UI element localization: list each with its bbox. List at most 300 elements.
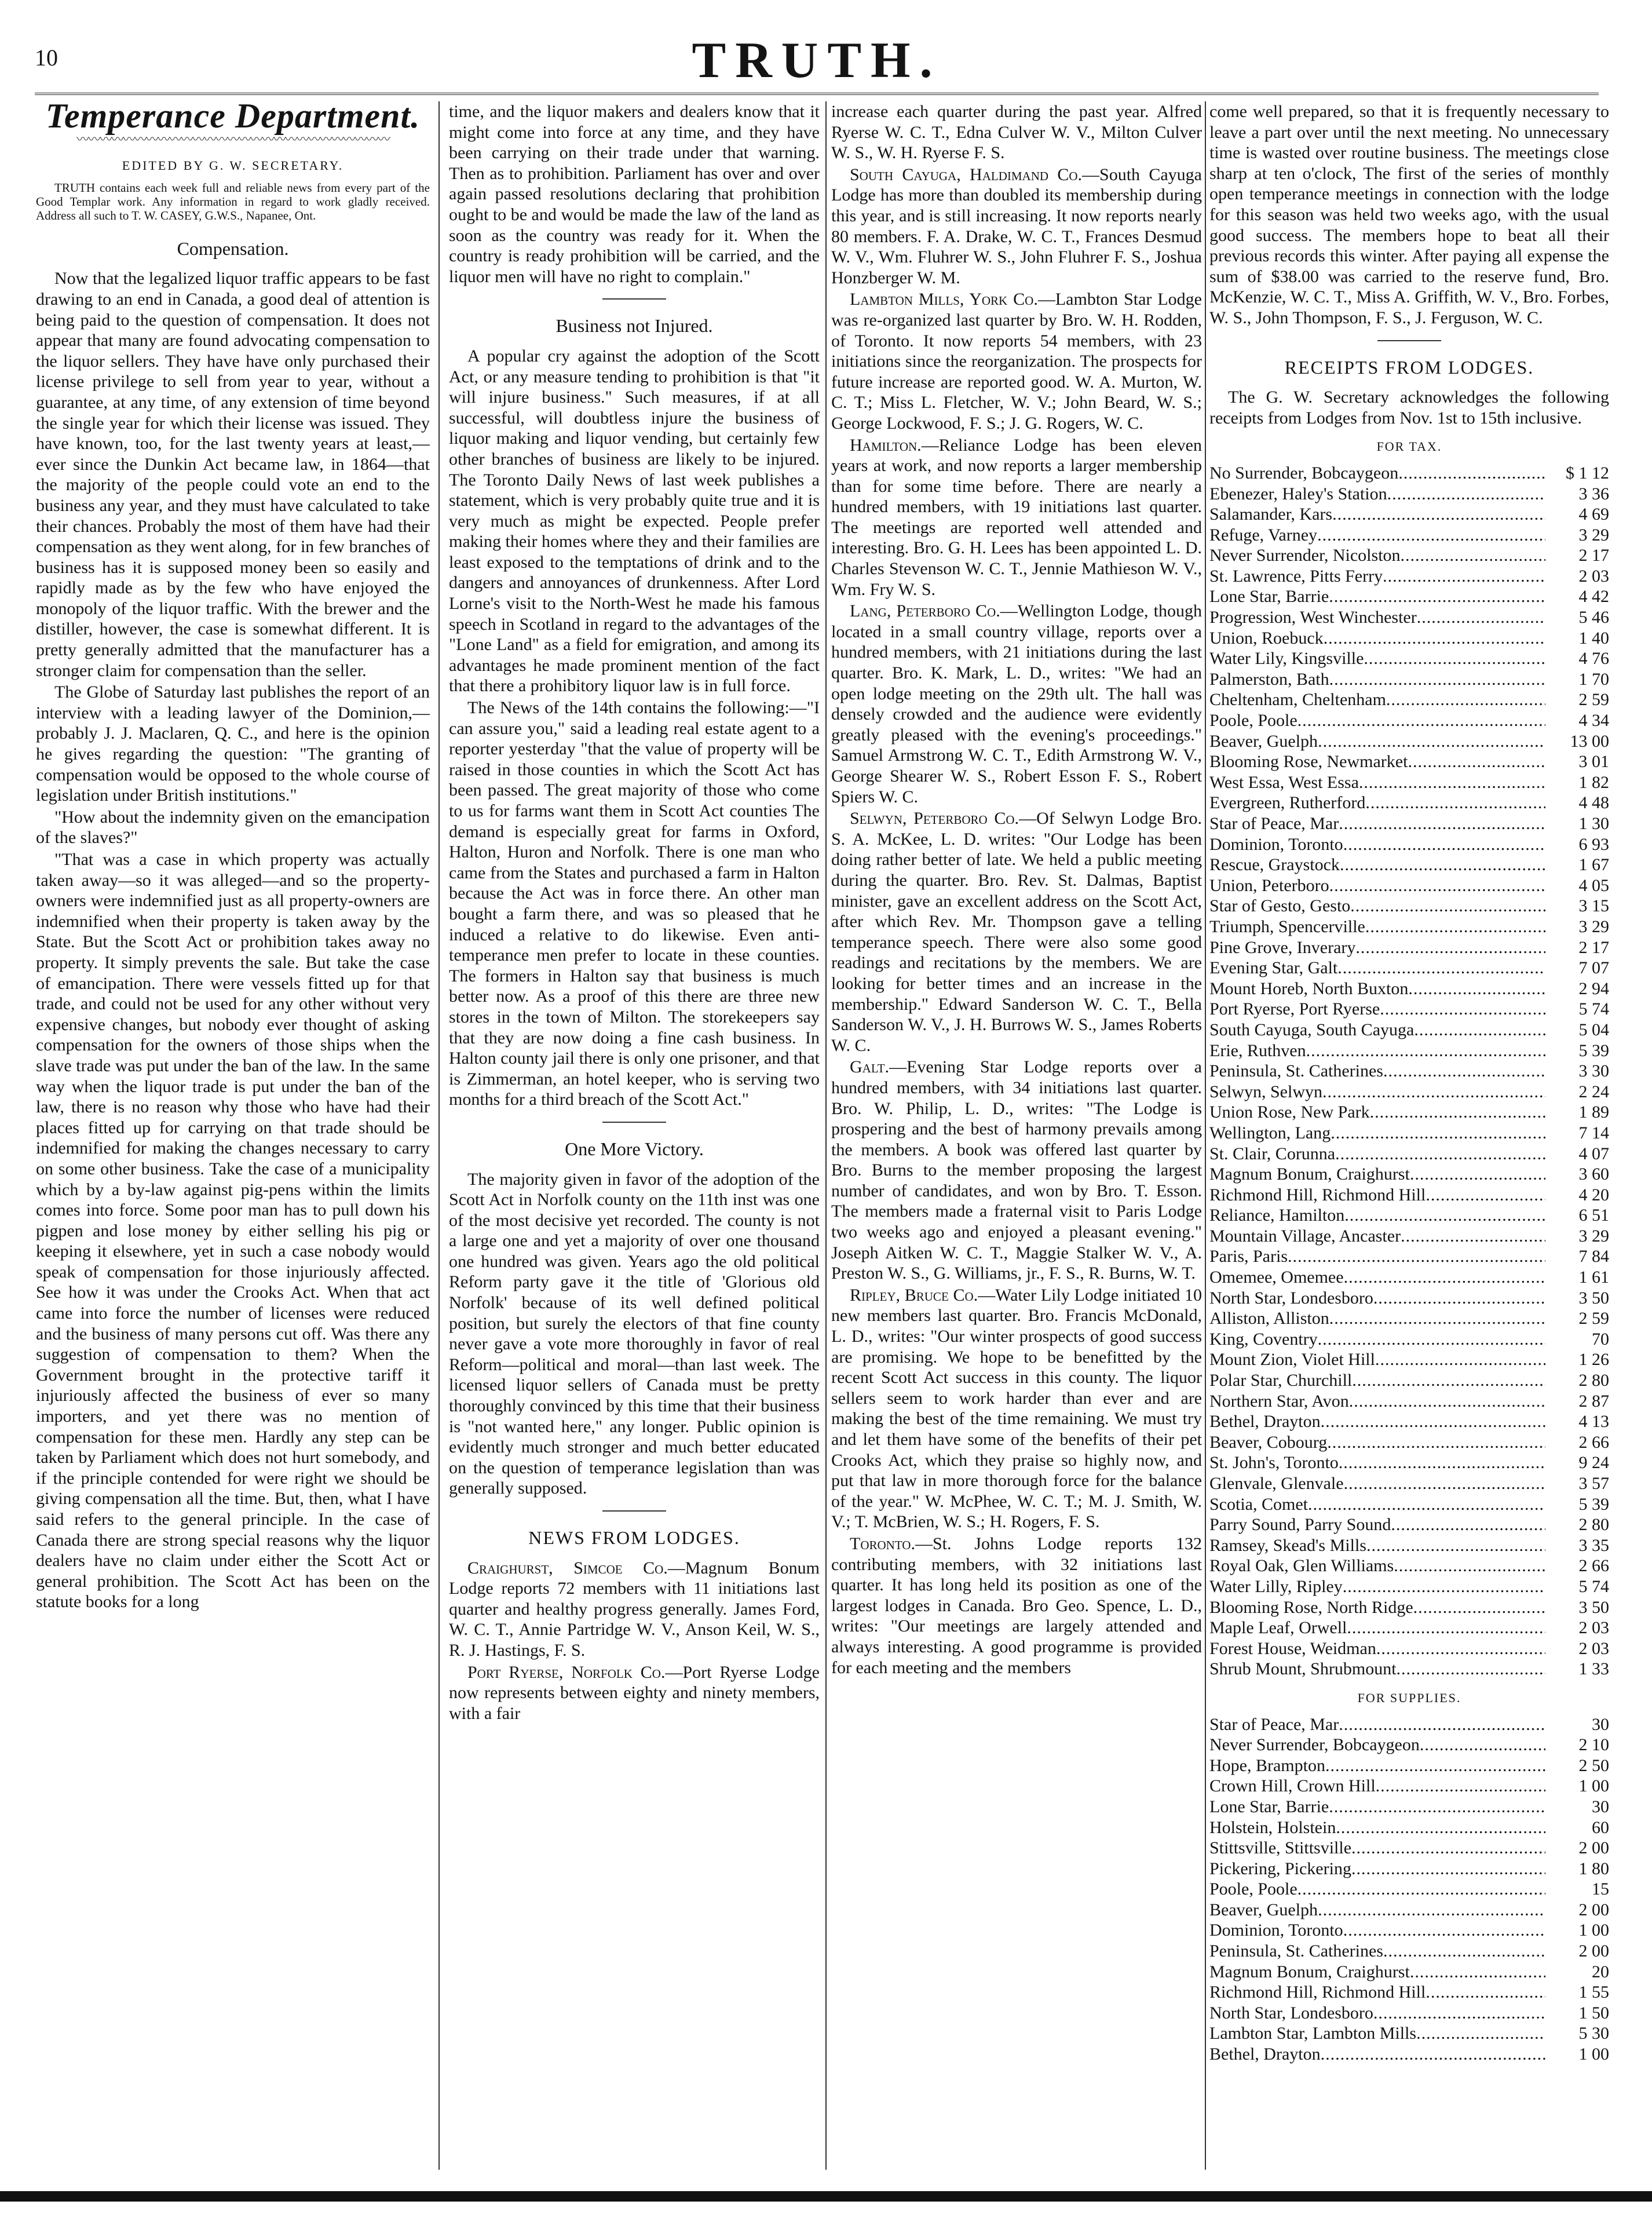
receipt-lodge: Mount Zion, Violet Hill [1209, 1350, 1375, 1370]
receipt-amount: 1 61 [1578, 1268, 1609, 1287]
receipt-row [1209, 525, 1609, 546]
receipt-row [1209, 1597, 1609, 1618]
receipt-lodge: Shrub Mount, Shrubmount [1209, 1659, 1397, 1679]
receipt-amount: 1 55 [1578, 1983, 1609, 2002]
lodge-report-text: —St. Johns Lodge reports 132 contributing members, with 32 initiations last quarter. It has long held its position as one of the largest lodges in Canada. Bro Geo. Spence, L. D., writes: "Our meetings are largely attended and always interesting. A good programme is provided for each meeting and the members [831, 1534, 1202, 1677]
receipt-amount: 2 80 [1578, 1371, 1609, 1390]
leader-dots [1410, 1164, 1545, 1185]
article-paragraph: "That was a case in which property was actually taken away—so it was alleged—and so the property-owners were indemnified just as all property-owners are indemnified when their property is taken away by the State. But the Scott Act or prohibition takes away no property. It simply prevents the sale. But take the case of emancipation. There were vessels fitted up for that trade, and could not be used for any other without very expensive changes, but nobody ever thought of asking compensation for the owners of those ships when the slave trade was put under the ban of the law. In the same way when the liquor trade is put under the ban of the law, there is no reason why those who have had their places fitted up for carrying on that trade should be indemnified for making the changes necessary to carry on some other business. Take the case of a municipality which by a by-law against pig-pens within the limits comes into force. Some poor man has to pull down his pigpen and lose money by either selling his pig or keeping it elsewhere, yet in such a case nobody would speak of compensation for those injuriously affected. See how it was under the Crooks Act. When that act came into force the number of licenses were reduced and the business of many persons cut off. Was there any suggestion of compensation to them? When the Government brought in the protective tariff it injuriously affected the business of ever so many importers, and yet there was no mention of compensation for these men. Hardly any step can be taken by Parliament which does not hurt somebody, and if the principle contended for were right we should be giving compensation all the time. But, then, what I have said refers to the general principle. In the case of Canada there are strong special reasons why the liquor dealers have no claim under either the Scott Act or general prohibition. The Scott Act has been on the statute books for a long [36, 850, 430, 1612]
lodge-report [831, 1285, 1202, 1532]
leader-dots [1370, 1102, 1545, 1123]
receipt-lodge: Magnum Bonum, Craighurst [1209, 1165, 1410, 1184]
receipt-lodge: Maple Leaf, Orwell [1209, 1618, 1347, 1638]
receipt-lodge: Selwyn, Selwyn [1209, 1082, 1322, 1101]
leader-dots [1397, 1659, 1545, 1680]
receipt-amount: 3 50 [1578, 1288, 1609, 1308]
receipt-amount: 3 29 [1578, 917, 1609, 936]
supplies-subheading: FOR SUPPLIES. [1357, 1690, 1461, 1705]
leader-dots [1426, 1982, 1545, 2003]
leader-dots [1344, 1267, 1545, 1288]
leader-dots [1383, 566, 1545, 587]
leader-dots [1417, 607, 1545, 628]
receipt-lodge: Lambton Star, Lambton Mills [1209, 2024, 1417, 2043]
receipt-row [1209, 1185, 1609, 1206]
receipt-row [1209, 586, 1609, 607]
receipt-amount: 4 34 [1578, 711, 1609, 731]
receipt-row [1209, 1838, 1609, 1859]
receipt-lodge: Erie, Ruthven [1209, 1041, 1306, 1060]
column-divider [1205, 101, 1206, 2170]
leader-dots [1413, 1597, 1545, 1618]
tax-receipts-list [1209, 463, 1609, 1680]
receipt-lodge: Holstein, Holstein [1209, 1817, 1336, 1837]
section-rule [602, 298, 666, 300]
receipt-row [1209, 1535, 1609, 1556]
leader-dots [1339, 1714, 1545, 1735]
leader-dots [1318, 1329, 1545, 1350]
receipts-intro: The G. W. Secretary acknowledges the following receipts from Lodges from Nov. 1st to 15th inclusive. [1209, 388, 1609, 428]
leader-dots [1343, 834, 1545, 855]
receipt-row [1209, 999, 1609, 1020]
receipt-row [1209, 917, 1609, 937]
leader-dots [1408, 751, 1545, 772]
receipt-lodge: Star of Gesto, Gesto [1209, 896, 1351, 916]
leader-dots [1401, 545, 1545, 566]
article-paragraph: A popular cry against the adoption of the Scott Act, or any measure tending to prohibition is that "it will injure business." Such measures, if at all successful, will doubtless injure the business of liquor making and liquor vending, but certainly few other branches of business are likely to be injured. The Toronto Daily News of last week publishes a statement, which is very probably quite true and it is very much as might be expected. People prefer making their homes where they and their families are least exposed to the temptations of drink and to the dangers and annoyances of drunkenness. After Lord Lorne's visit to the North-West he made his famous speech in Scotland in regard to the advantages of the "Lone Land" as a field for emigration, and among its advantages he made prominent mention of the fact that there a prohibitory liquor law is in full force. [449, 346, 820, 696]
receipt-amount: 4 69 [1578, 505, 1609, 524]
receipt-amount: 3 36 [1578, 484, 1609, 503]
receipt-amount: 2 59 [1578, 690, 1609, 710]
leader-dots [1347, 1618, 1545, 1638]
column-1 [36, 101, 430, 2170]
leader-dots [1364, 648, 1545, 669]
receipt-amount: 30 [1592, 1797, 1609, 1816]
lodge-report-text: increase each quarter during the past year. Alfred Ryerse W. C. T., Edna Culver W. V., Milton Culver W. S., W. H. Ryerse F. S. [831, 102, 1202, 163]
receipt-lodge: Paris, Paris [1209, 1247, 1288, 1266]
leader-dots [1401, 1226, 1545, 1247]
receipt-lodge: Blooming Rose, North Ridge [1209, 1597, 1413, 1617]
lodge-report-text: —Water Lily Lodge initiated 10 new members last quarter. Bro. Francis McDonald, L. D., writes: "Our winter prospects of good success are promising. We hope to be benefitted by the recent Scott Act success in this county. The liquor sellers seem to work harder than ever and are making the best of the time remaining. We must try and let them have some of the benefits of their pet Crooks Act, which they praise so highly now, and put that law in more thorough force for the balance of the year." W. McPhee, W. C. T.; M. J. Smith, W. V.; T. McBrien, W. S.; H. Rogers, F. S. [831, 1285, 1202, 1532]
receipt-amount: 1 89 [1578, 1103, 1609, 1122]
receipt-lodge: King, Coventry [1209, 1329, 1318, 1349]
ornamental-rule: 〰〰〰〰〰〰〰〰〰〰〰〰〰〰〰〰〰〰〰〰〰〰〰〰〰〰〰 [76, 132, 389, 147]
receipt-amount: 3 29 [1578, 1226, 1609, 1246]
page-number: 10 [35, 45, 58, 71]
article-paragraph: "How about the indemnity given on the emancipation of the slaves?" [36, 807, 430, 848]
leader-dots [1343, 1920, 1545, 1941]
leader-dots [1387, 484, 1545, 505]
receipt-row [1209, 834, 1609, 855]
leader-dots [1375, 1349, 1545, 1370]
column-divider [825, 101, 827, 2170]
receipt-lodge: West Essa, West Essa [1209, 772, 1359, 792]
receipt-row [1209, 1576, 1609, 1597]
leader-dots [1322, 1082, 1545, 1103]
receipt-row [1209, 1941, 1609, 1962]
lodge-place: Selwyn, Peterboro Co. [850, 809, 1019, 828]
receipt-amount: 1 00 [1578, 1776, 1609, 1796]
receipt-row [1209, 772, 1609, 793]
receipt-row [1209, 2003, 1609, 2024]
receipt-row [1209, 855, 1609, 875]
receipt-amount: 3 50 [1578, 1597, 1609, 1617]
receipt-amount: 2 03 [1578, 1638, 1609, 1658]
lodge-report [831, 601, 1202, 807]
leader-dots [1351, 1859, 1545, 1879]
leader-dots [1337, 958, 1545, 979]
receipt-row [1209, 545, 1609, 566]
supplies-receipts-list [1209, 1714, 1609, 2065]
leader-dots [1331, 1123, 1545, 1144]
receipt-row [1209, 628, 1609, 649]
receipt-lodge: North Star, Londesboro [1209, 2003, 1373, 2023]
article-paragraph: The News of the 14th contains the following:—"I can assure you," said a leading real estate agent to a reporter yesterday "that the value of property will be raised in those counties in which the Scott Act has been passed. The great majority of those who come to us for farms want them in Scott Act counties The demand is especially great for farms in Oxford, Halton, Huron and Norfolk. There is one man who came from the States and purchased a farm in Halton because the Act was in force there. An other man bought a farm there, and was so pleased that he induced a relative to do likewise. Even anti-temperance men prefer to locate in these counties. The formers in Halton say that business is much better now. As a proof of this there are three new stores in the town of Milton. The storekeepers say that they are now doing a fine cash business. In Halton county jail there is only one prisoner, and that is Zimmerman, an hotel keeper, who is serving two months for a third breach of the Scott Act." [449, 698, 820, 1109]
receipt-lodge: Omemee, Omemee [1209, 1268, 1344, 1287]
receipt-lodge: Wellington, Lang [1209, 1123, 1331, 1142]
receipt-row [1209, 937, 1609, 958]
receipt-row [1209, 1041, 1609, 1061]
receipt-lodge: Star of Peace, Mar [1209, 814, 1339, 833]
lodge-report [831, 289, 1202, 433]
masthead: TRUTH. [692, 32, 942, 89]
receipt-amount: 6 93 [1578, 834, 1609, 854]
leader-dots [1380, 999, 1545, 1020]
receipt-amount: 5 39 [1578, 1041, 1609, 1060]
article-paragraph: time, and the liquor makers and dealers know that it might come into force at any time, and they have been carrying on their trade under that warning. Then as to prohibition. Parliament has over and over again passed resolutions declaring that prohibition ought to be and would be made the law of the land as soon as the country was ready for it. When the country is ready prohibition will be carried, and the liquor men will have no right to complain." [449, 102, 820, 286]
receipt-row [1209, 566, 1609, 587]
leader-dots [1329, 586, 1545, 607]
lodge-report [831, 165, 1202, 289]
lodge-report [831, 1534, 1202, 1678]
leader-dots [1329, 669, 1545, 690]
leader-dots [1308, 1494, 1545, 1515]
receipt-row [1209, 1102, 1609, 1123]
leader-dots [1329, 1797, 1545, 1817]
receipt-amount: 2 94 [1578, 979, 1609, 998]
lodge-report-text: —Evening Star Lodge reports over a hundred members, with 34 initiations last quarter. Bro. W. Philip, L. D., writes: "The Lodge is prospering and the best of harmony prevails among the members. A book was offered last quarter by Bro. Burns to the member proposing the largest number of candidates, and won by Bro. T. Esson. The members made a fraternal visit to Paris Lodge two weeks ago and enjoyed a pleasant evening." Joseph Aitken W. C. T., Maggie Stalker W. V., A. Preston W. S., G. Williams, jr., F. S., R. Burns, W. T. [831, 1057, 1202, 1283]
receipt-row [1209, 710, 1609, 731]
receipt-lodge: Refuge, Varney [1209, 525, 1318, 545]
receipt-row [1209, 1473, 1609, 1494]
receipt-amount: 2 17 [1578, 937, 1609, 957]
receipt-amount: 4 07 [1578, 1144, 1609, 1163]
leader-dots [1317, 525, 1545, 546]
receipt-row [1209, 1144, 1609, 1165]
editor-line: EDITED BY G. W. SECRETARY. [122, 158, 344, 173]
section-rule [1377, 340, 1441, 341]
receipt-amount: 1 26 [1578, 1350, 1609, 1370]
receipt-lodge: Rescue, Graystock [1209, 855, 1340, 875]
leader-dots [1298, 710, 1545, 731]
receipt-lodge: Reliance, Hamilton [1209, 1206, 1345, 1225]
receipt-lodge: Richmond Hill, Richmond Hill [1209, 1983, 1426, 2002]
receipt-amount: 5 74 [1578, 999, 1609, 1019]
lodge-report [449, 1662, 820, 1724]
receipt-lodge: Dominion, Toronto [1209, 834, 1343, 854]
receipt-amount: 1 67 [1578, 855, 1609, 875]
receipts-heading: RECEIPTS FROM LODGES. [1284, 356, 1534, 378]
lodge-place: Galt. [850, 1057, 890, 1077]
receipt-lodge: Port Ryerse, Port Ryerse [1209, 999, 1380, 1019]
receipt-amount: 4 05 [1578, 875, 1609, 895]
receipt-lodge: Dominion, Toronto [1209, 1921, 1343, 1940]
receipt-row [1209, 1776, 1609, 1797]
lodge-place: Hamilton. [850, 435, 922, 455]
receipt-amount: 1 50 [1578, 2003, 1609, 2023]
receipt-amount: 5 39 [1578, 1494, 1609, 1514]
lodge-report-text: come well prepared, so that it is frequently necessary to leave a part over until the next meeting. No unnecessary time is wasted over routine business. The meetings close sharp at ten o'clock, The first of the series of monthly open temperance meetings in connection with the lodge for this season was held two weeks ago, with the usual good success. The members hope to beat all their previous records this winter. After paying all expense the sum of $38.00 was carried to the reserve fund, Bro. McKenzie, W. C. T., Miss A. Griffith, W. V., Bro. Forbes, W. S., John Thompson, F. S., J. Ferguson, W. C. [1209, 102, 1609, 327]
lodge-report-text: —Port Ryerse Lodge now represents between eighty and ninety members, with a fair [449, 1662, 820, 1723]
leader-dots [1416, 2023, 1545, 2044]
lodge-place: Lambton Mills, York Co. [850, 290, 1038, 309]
leader-dots [1394, 1556, 1545, 1576]
receipt-row [1209, 2023, 1609, 2044]
leader-dots [1391, 1514, 1545, 1535]
lodge-place: Port Ryerse, Norfolk Co. [467, 1662, 666, 1682]
leader-dots [1426, 1185, 1545, 1206]
receipt-amount: 4 48 [1578, 793, 1609, 813]
column-2 [449, 101, 820, 2170]
receipt-lodge: Salamander, Kars [1209, 505, 1333, 524]
leader-dots [1408, 979, 1545, 999]
article-heading: Compensation. [177, 238, 289, 259]
lodge-report-text: —South Cayuga Lodge has more than doubled its membership during this year, and is still increasing. It now reports nearly 80 members. F. A. Drake, W. C. T., Frances Desmud W. V., Wm. Fluhrer W. S., John Fluhrer F. S., Joshua Honzberger W. M. [831, 165, 1202, 287]
contact-note: TRUTH contains each week full and reliable news from every part of the Good Templar work. Any information in regard to work gladly received. Address all such to T. W. CASEY, G.W.S., Napanee, Ont. [36, 180, 430, 222]
receipt-lodge: Northern Star, Avon [1209, 1391, 1349, 1411]
article-paragraph: The Globe of Saturday last publishes the report of an interview with a leading lawyer of the Dominion,—probably J. J. Maclaren, Q. C., and here is the opinion he gives regarding the question: "The granting of compensation would be opposed to the whole course of legislation under British institutions." [36, 682, 430, 805]
leader-dots [1298, 1879, 1545, 1900]
receipt-row [1209, 1329, 1609, 1350]
receipt-lodge: Polar Star, Churchill [1209, 1371, 1353, 1390]
leader-dots [1420, 1735, 1545, 1755]
receipt-lodge: St. Clair, Corunna [1209, 1144, 1336, 1163]
receipt-lodge: Beaver, Cobourg [1209, 1432, 1328, 1452]
receipt-lodge: Triumph, Spencerville [1209, 917, 1365, 936]
column-3 [831, 101, 1202, 2170]
receipt-amount: 13 00 [1570, 731, 1609, 751]
leader-dots [1350, 896, 1545, 917]
leader-dots [1414, 1020, 1545, 1041]
receipt-row [1209, 896, 1609, 917]
receipt-amount: 7 84 [1578, 1247, 1609, 1266]
receipt-amount: 3 15 [1578, 896, 1609, 916]
lodge-report [831, 435, 1202, 600]
receipt-row [1209, 1123, 1609, 1144]
receipt-lodge: Star of Peace, Mar [1209, 1714, 1339, 1734]
leader-dots [1306, 1041, 1545, 1061]
leader-dots [1332, 504, 1545, 525]
receipt-lodge: No Surrender, Bobcaygeon [1209, 463, 1399, 483]
lodge-report-text: —Magnum Bonum Lodge reports 72 members with 11 initiations last quarter and healthy progress generally. James Ford, W. C. T., Annie Partridge W. V., Anson Keil, W. S., R. J. Hastings, F. S. [449, 1558, 820, 1660]
receipt-row [1209, 1391, 1609, 1412]
leader-dots [1365, 793, 1545, 813]
receipt-lodge: Union Rose, New Park [1209, 1103, 1370, 1122]
receipt-lodge: Mount Horeb, North Buxton [1209, 979, 1409, 998]
article-paragraph: The majority given in favor of the adoption of the Scott Act in Norfolk county on the 11th inst was one of the most decisive yet recorded. The county is not a large one and yet a majority of over one thousand one hundred was given. Years ago the old political Reform party gave it the title of 'Glorious old Norfolk' because of its well defined political position, but surely the electors of that fine county never gave a vote more thoroughly in favor of real Reform—political and moral—than last week. The licensed liquor sellers of Canada must be pretty thoroughly convinced by this time that their business is "not wanted here," any longer. Public opinion is evidently much stronger and much better educated on the question of temperance legislation than was generally supposed. [449, 1169, 820, 1498]
receipt-row [1209, 1982, 1609, 2003]
receipt-amount: 1 30 [1578, 814, 1609, 833]
receipt-amount: 4 20 [1578, 1185, 1609, 1204]
receipt-amount: 3 29 [1578, 525, 1609, 545]
receipt-row [1209, 1755, 1609, 1776]
leader-dots [1325, 1755, 1545, 1776]
receipt-amount: 7 14 [1578, 1123, 1609, 1142]
leader-dots [1339, 1452, 1545, 1473]
receipt-lodge: St. Lawrence, Pitts Ferry [1209, 566, 1383, 586]
receipt-lodge: Evergreen, Rutherford [1209, 793, 1366, 813]
receipt-lodge: Crown Hill, Crown Hill [1209, 1776, 1376, 1796]
receipt-lodge: Pickering, Pickering [1209, 1859, 1351, 1878]
leader-dots [1318, 731, 1545, 752]
leader-dots [1344, 1473, 1545, 1494]
receipt-row [1209, 1962, 1609, 1983]
leader-dots [1340, 855, 1545, 875]
receipt-amount: 2 66 [1578, 1556, 1609, 1576]
receipt-lodge: St. John's, Toronto [1209, 1453, 1339, 1473]
receipt-row [1209, 1164, 1609, 1185]
lodge-place: South Cayuga, Haldimand Co. [850, 165, 1083, 184]
receipt-row [1209, 1349, 1609, 1370]
receipt-amount: 3 57 [1578, 1474, 1609, 1493]
lodge-report [449, 1558, 820, 1661]
receipt-lodge: Mountain Village, Ancaster [1209, 1226, 1401, 1246]
receipt-amount: 1 40 [1578, 628, 1609, 648]
receipt-lodge: Poole, Poole [1209, 711, 1298, 731]
receipt-lodge: Pine Grove, Inverary [1209, 937, 1356, 957]
leader-dots [1398, 463, 1545, 484]
article-heading: Business not Injured. [555, 315, 713, 337]
receipt-lodge: Water Lilly, Ripley [1209, 1576, 1343, 1596]
receipt-amount: 20 [1592, 1962, 1609, 1981]
lodge-place: Craighurst, Simcoe Co. [467, 1558, 668, 1578]
lodge-place: Lang, Peterboro Co. [850, 601, 1000, 621]
receipt-row [1209, 1308, 1609, 1329]
receipt-row [1209, 1714, 1609, 1735]
receipt-row [1209, 1797, 1609, 1817]
lodge-place: Ripley, Bruce Co. [850, 1285, 978, 1305]
receipt-lodge: Lone Star, Barrie [1209, 1797, 1329, 1816]
receipt-lodge: Forest House, Weidman [1209, 1638, 1376, 1658]
receipt-row [1209, 875, 1609, 896]
receipt-row [1209, 504, 1609, 525]
receipt-row [1209, 1061, 1609, 1082]
receipt-amount: 5 74 [1578, 1576, 1609, 1596]
receipt-row [1209, 1879, 1609, 1900]
receipt-lodge: Union, Roebuck [1209, 628, 1324, 648]
receipt-row [1209, 1494, 1609, 1515]
receipt-amount: 4 13 [1578, 1412, 1609, 1432]
receipt-amount: 2 17 [1578, 546, 1609, 565]
receipt-lodge: Evening Star, Galt [1209, 958, 1338, 978]
receipt-amount: 5 30 [1578, 2024, 1609, 2043]
receipt-amount: 4 42 [1578, 587, 1609, 607]
receipt-lodge: Royal Oak, Glen Williams [1209, 1556, 1394, 1576]
leader-dots [1349, 1391, 1545, 1412]
receipt-amount: 2 00 [1578, 1838, 1609, 1858]
receipt-row [1209, 1659, 1609, 1680]
leader-dots [1355, 937, 1545, 958]
receipt-lodge: Union, Peterboro [1209, 875, 1329, 895]
receipt-row [1209, 1618, 1609, 1638]
lodge-report [831, 1057, 1202, 1284]
receipt-row [1209, 1082, 1609, 1103]
receipt-lodge: Lone Star, Barrie [1209, 587, 1329, 607]
receipt-lodge: Never Surrender, Bobcaygeon [1209, 1735, 1420, 1755]
receipt-row [1209, 1267, 1609, 1288]
receipt-amount: 2 10 [1578, 1735, 1609, 1755]
receipt-amount: 3 35 [1578, 1535, 1609, 1555]
leader-dots [1288, 1246, 1545, 1267]
section-rule [602, 1122, 666, 1123]
receipt-row [1209, 1288, 1609, 1309]
receipt-lodge: Blooming Rose, Newmarket [1209, 752, 1408, 772]
receipt-row [1209, 1859, 1609, 1879]
article-heading: One More Victory. [565, 1138, 704, 1159]
article-heading: NEWS FROM LODGES. [528, 1527, 740, 1548]
receipt-amount: 1 82 [1578, 772, 1609, 792]
receipt-amount: 3 01 [1578, 752, 1609, 772]
lodge-report-text: —Reliance Lodge has been eleven years at work, and now reports a larger membership than for some time before. There are nearly a hundred members, with 19 initiations last quarter. The meetings are reported well attended and interesting. Bro. G. H. Lees has been appointed L. D. Charles Stevenson W. C. T., Jennie Mathieson W. V., Wm. Fry W. S. [831, 435, 1202, 599]
receipt-lodge: Beaver, Guelph [1209, 1900, 1318, 1919]
section-rule [602, 1510, 666, 1512]
receipt-amount: 1 70 [1578, 669, 1609, 689]
receipt-amount: 2 03 [1578, 1618, 1609, 1638]
leader-dots [1329, 1308, 1545, 1329]
leader-dots [1365, 917, 1545, 937]
receipt-row [1209, 607, 1609, 628]
receipt-row [1209, 793, 1609, 813]
receipt-row [1209, 484, 1609, 505]
receipt-row [1209, 1900, 1609, 1921]
leader-dots [1335, 1144, 1545, 1165]
receipt-lodge: Beaver, Guelph [1209, 731, 1318, 751]
receipt-lodge: Never Surrender, Nicolston [1209, 546, 1401, 565]
receipt-row [1209, 1817, 1609, 1838]
receipt-row [1209, 1246, 1609, 1267]
receipt-lodge: Stittsville, Stittsville [1209, 1838, 1352, 1858]
page-header [35, 32, 1599, 89]
receipt-row [1209, 669, 1609, 690]
lodge-place: Toronto. [850, 1534, 915, 1553]
receipt-lodge: Glenvale, Glenvale [1209, 1474, 1344, 1493]
lodge-report-text: —Lambton Star Lodge was re-organized last quarter by Bro. W. H. Rodden, of Toronto. It now reports 54 members, with 23 initiations since the reorganization. The prospects for future increase are reported good. W. A. Murton, W. C. T.; Miss L. Fletcher, W. V.; John Beard, W. S.; George Lockwood, F. S.; J. G. Rogers, W. C. [831, 290, 1202, 433]
receipt-amount: $ 1 12 [1566, 463, 1609, 483]
receipt-amount: 2 80 [1578, 1515, 1609, 1535]
receipt-row [1209, 1556, 1609, 1576]
receipt-amount: 30 [1592, 1714, 1609, 1734]
receipt-amount: 4 76 [1578, 649, 1609, 669]
leader-dots [1344, 1205, 1545, 1226]
leader-dots [1336, 1817, 1545, 1838]
article-paragraph: Now that the legalized liquor traffic appears to be fast drawing to an end in Canada, a good deal of attention is being paid to the question of compensation. It does not appear that many are found advocating compensation to the liquor sellers. They have have only purchased their license privilege to sell from year to year, without a guarantee, at any time, of any extension of time beyond the single year for which their license was issued. They have known, too, for the last twenty years at least,—ever since the Dunkin Act became law, in 1864—that the majority of the people could vote an end to the business any year, and they must have calculated to take their chances. Probably the most of them have had their compensation as they went along, for in few branches of business has it is supposed money been so easily and rapidly made as by the few who have enjoyed the monopoly of the liquor traffic. With the brewer and the distiller, however, the case is somewhat different. It is pretty generally admitted that the manufacturer has a stronger claim for compensation than the seller. [36, 269, 430, 680]
receipt-amount: 1 00 [1578, 1921, 1609, 1940]
leader-dots [1329, 875, 1545, 896]
leader-dots [1318, 1900, 1545, 1921]
lodge-report-text: —Of Selwyn Lodge Bro. S. A. McKee, L. D. writes: "Our Lodge has been doing rather better of late. We held a public meeting during the quarter. Bro. Rev. St. Dalmas, Baptist minister, gave an excellent address on the Scott Act, after which Rev. Mr. Thompson gave a telling temperance speech. There were also some good readings and recitations by the members. We are looking for better times and an increase in the membership." Edward Sanderson W. C. T., Bella Sanderson W. V., J. H. Burrows W. S., James Roberts W. C. [831, 809, 1202, 1055]
receipt-row [1209, 1638, 1609, 1659]
receipt-amount: 6 51 [1578, 1206, 1609, 1225]
receipt-row [1209, 648, 1609, 669]
receipt-amount: 2 66 [1578, 1432, 1609, 1452]
receipt-lodge: Alliston, Alliston [1209, 1309, 1329, 1328]
receipt-lodge: Water Lily, Kingsville [1209, 649, 1364, 669]
receipt-row [1209, 751, 1609, 772]
receipt-amount: 3 60 [1578, 1165, 1609, 1184]
leader-dots [1373, 2003, 1545, 2024]
column-divider [438, 101, 440, 2170]
leader-dots [1366, 1535, 1545, 1556]
receipt-amount: 15 [1592, 1879, 1609, 1899]
